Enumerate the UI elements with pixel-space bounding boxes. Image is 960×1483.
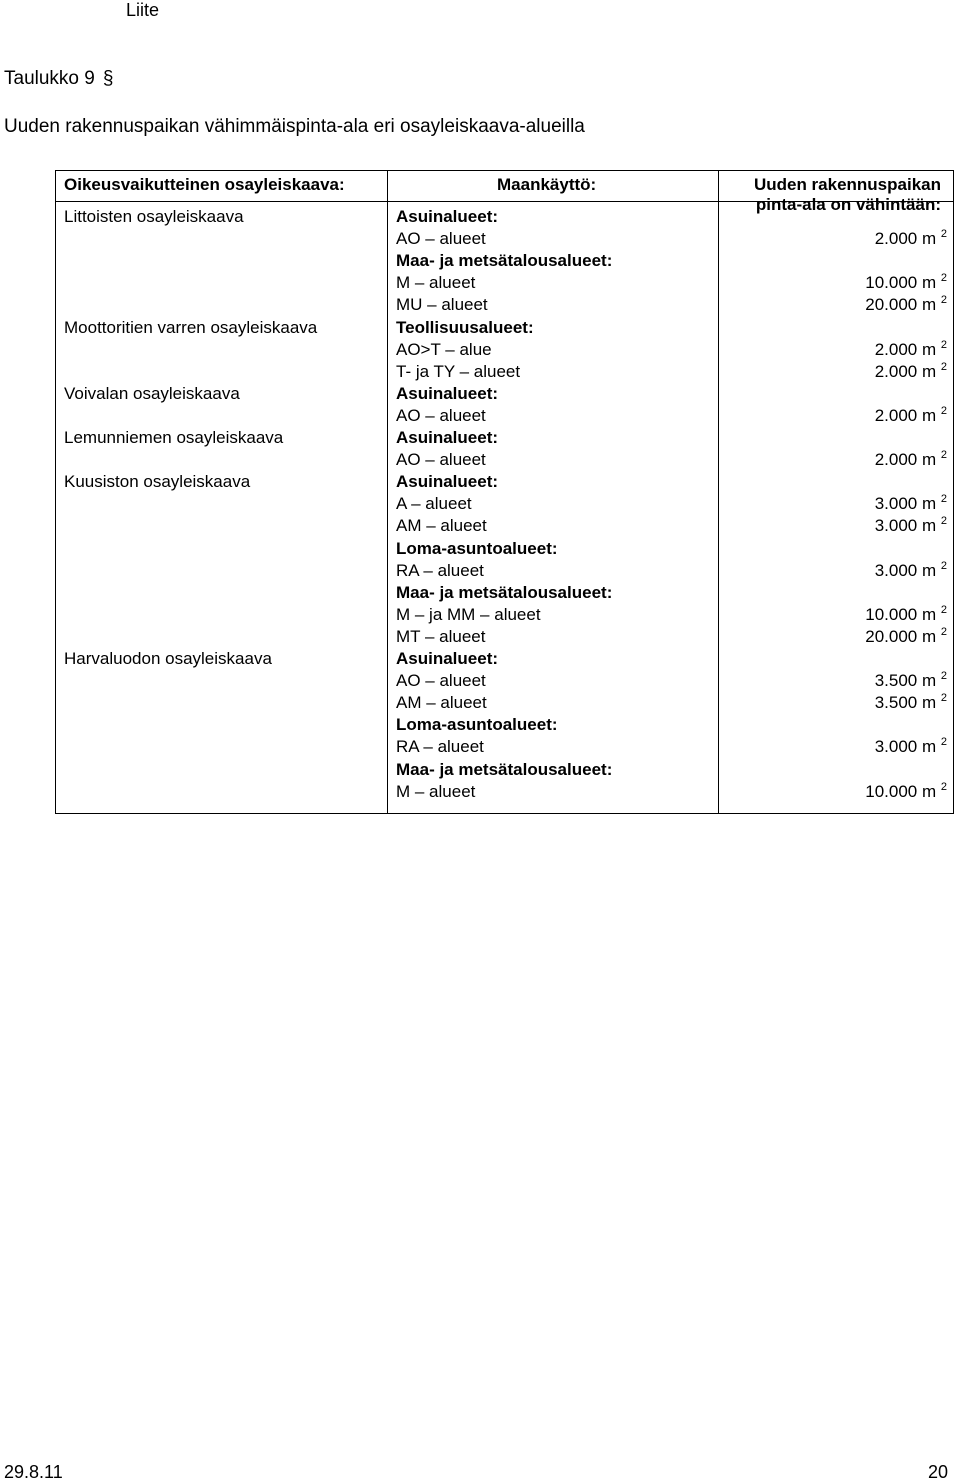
area-name: Harvaluodon osayleiskaava	[64, 649, 272, 668]
land-use-category: Asuinalueet:	[396, 649, 499, 668]
min-area-value-text: 2.000 m	[874, 450, 937, 470]
header-label: Liite	[126, 0, 160, 20]
land-use-item: AO>T – alue	[396, 339, 492, 359]
unit-exponent: 2	[940, 603, 947, 616]
column-header-plan: Oikeusvaikutteinen osayleiskaava:	[64, 175, 345, 194]
area-name: Littoisten osayleiskaava	[64, 207, 244, 226]
min-area-value-text: 3.000 m	[874, 560, 937, 580]
column-header-min-area-2: pinta-ala on vähintään:	[755, 195, 941, 214]
land-use-item: M – alueet	[396, 781, 476, 801]
unit-exponent: 2	[940, 493, 947, 506]
unit-exponent: 2	[940, 228, 947, 241]
unit-exponent: 2	[940, 294, 947, 307]
min-area-value	[875, 361, 947, 383]
area-name: Kuusiston osayleiskaava	[64, 472, 251, 492]
min-area-value	[875, 515, 947, 537]
min-area-value-text: 2.000 m	[874, 361, 937, 381]
land-use-item: A – alueet	[396, 494, 472, 514]
area-name: Lemunniemen osayleiskaava	[64, 428, 284, 447]
unit-exponent: 2	[940, 272, 947, 285]
land-use-item: AM – alueet	[396, 516, 487, 536]
min-area-value	[875, 670, 947, 692]
min-area-value	[865, 626, 947, 648]
land-use-category: Teollisuusalueet:	[396, 317, 534, 337]
land-use-category: Maa- ja metsätalousalueet:	[396, 759, 613, 779]
min-area-value-text: 3.500 m	[874, 693, 937, 713]
land-use-category: Loma-asuntoalueet:	[396, 715, 558, 735]
land-use-category: Maa- ja metsätalousalueet:	[396, 251, 613, 271]
unit-exponent: 2	[940, 559, 947, 572]
unit-exponent: 2	[940, 692, 947, 705]
land-use-item: M – ja MM – alueet	[396, 604, 541, 624]
unit-exponent: 2	[940, 670, 947, 683]
unit-exponent: 2	[940, 338, 947, 351]
min-area-value	[875, 405, 947, 427]
min-area-value-text: 3.000 m	[874, 494, 937, 514]
page-number: 20	[927, 1462, 948, 1482]
section-symbol: §	[102, 68, 114, 89]
min-area-value-text: 10.000 m	[865, 604, 937, 624]
area-name: Moottoritien varren osayleiskaava	[64, 317, 318, 337]
land-use-item: T- ja TY – alueet	[396, 361, 521, 381]
table-title-text: Taulukko 9	[4, 68, 95, 89]
land-use-item: AO – alueet	[396, 671, 486, 691]
land-use-item: AO – alueet	[396, 450, 486, 470]
table-caption: Uuden rakennuspaikan vähimmäispinta-ala eri osayleiskaava-alueilla	[4, 116, 585, 137]
unit-exponent: 2	[940, 625, 947, 638]
unit-exponent: 2	[940, 449, 947, 462]
column-divider	[387, 171, 388, 813]
land-use-table	[55, 170, 954, 814]
min-area-value	[875, 493, 947, 515]
land-use-category: Asuinalueet:	[396, 428, 499, 447]
land-use-item: RA – alueet	[396, 560, 484, 580]
land-use-item: AO – alueet	[396, 405, 486, 425]
min-area-value	[865, 604, 947, 626]
column-header-land-use: Maankäyttö:	[497, 175, 597, 194]
area-name: Voivalan osayleiskaava	[64, 383, 240, 403]
land-use-category: Asuinalueet:	[396, 472, 499, 492]
min-area-value	[875, 449, 947, 471]
footer-date: 29.8.11	[4, 1462, 63, 1482]
min-area-value	[875, 692, 947, 714]
unit-exponent: 2	[940, 404, 947, 417]
unit-exponent: 2	[940, 360, 947, 373]
min-area-value-text: 20.000 m	[865, 295, 937, 315]
land-use-item: AO – alueet	[396, 229, 486, 249]
min-area-value-text: 2.000 m	[874, 339, 937, 359]
min-area-value-text: 2.000 m	[874, 229, 937, 249]
min-area-value-text: 10.000 m	[865, 273, 937, 293]
unit-exponent: 2	[940, 780, 947, 793]
unit-exponent: 2	[940, 515, 947, 528]
land-use-category: Loma-asuntoalueet:	[396, 538, 558, 558]
min-area-value-text: 3.000 m	[874, 737, 937, 757]
min-area-value	[875, 339, 947, 361]
min-area-value	[875, 736, 947, 758]
min-area-value	[875, 560, 947, 582]
table-title	[4, 68, 113, 90]
land-use-category: Asuinalueet:	[396, 383, 499, 403]
column-divider	[718, 171, 719, 813]
min-area-value-text: 20.000 m	[865, 626, 937, 646]
min-area-value	[865, 781, 947, 803]
min-area-value	[865, 272, 947, 294]
land-use-item: M – alueet	[396, 273, 476, 293]
min-area-value-text: 2.000 m	[874, 405, 937, 425]
land-use-category: Maa- ja metsätalousalueet:	[396, 582, 613, 602]
min-area-value-text: 3.500 m	[874, 671, 937, 691]
column-header-min-area: Uuden rakennuspaikan	[753, 175, 941, 194]
min-area-value-text: 10.000 m	[865, 781, 937, 801]
min-area-value-text: 3.000 m	[874, 516, 937, 536]
land-use-category: Asuinalueet:	[396, 207, 499, 226]
land-use-item: MU – alueet	[396, 295, 488, 315]
unit-exponent: 2	[940, 736, 947, 749]
land-use-item: AM – alueet	[396, 693, 487, 713]
min-area-value	[875, 228, 947, 250]
min-area-value	[865, 294, 947, 316]
land-use-item: RA – alueet	[396, 737, 484, 757]
land-use-item: MT – alueet	[396, 626, 486, 646]
